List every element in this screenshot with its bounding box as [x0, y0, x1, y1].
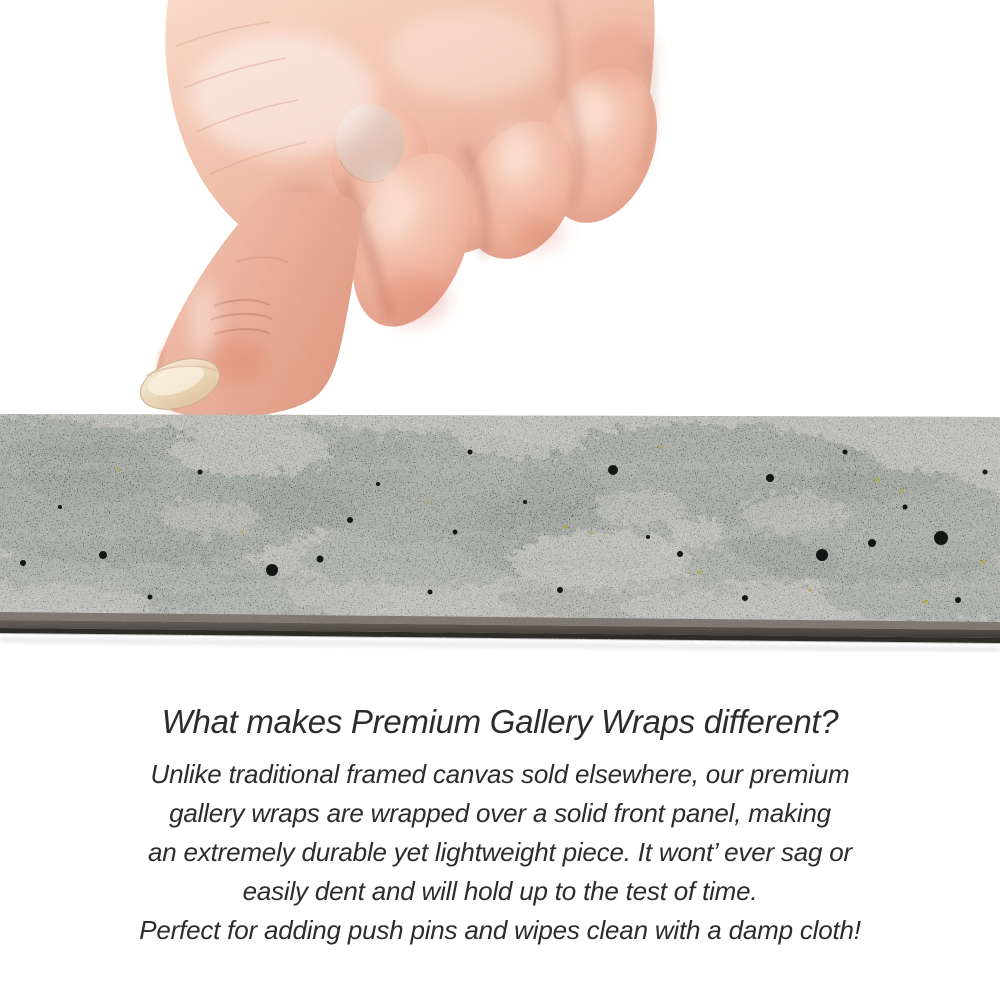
info-body-line-1: Unlike traditional framed canvas sold elsewhere, our premium [150, 759, 850, 789]
info-text-block [0, 702, 1000, 950]
info-heading: What makes Premium Gallery Wraps different? [161, 703, 839, 740]
canvas-texture [0, 412, 1000, 652]
info-body-line-4: easily dent and will hold up to the test of time. [242, 876, 758, 906]
grain-light [0, 412, 1000, 624]
thumb [134, 191, 361, 418]
info-body-line-5: Perfect for adding push pins and wipes clean with a damp cloth! [139, 915, 861, 945]
hand-pressing-thumb-photo [118, 0, 666, 420]
info-body-line-2: gallery wraps are wrapped over a solid front panel, making [169, 798, 831, 828]
canvas-edge-strip [0, 412, 1000, 652]
info-body-line-3: an extremely durable yet lightweight piece. It wont’ ever sag or [147, 837, 853, 867]
